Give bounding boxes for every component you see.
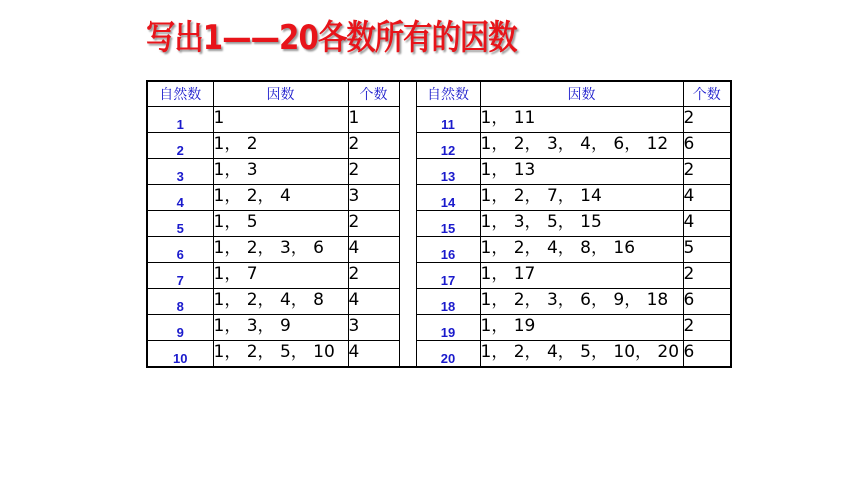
header-factors-left: 因数	[213, 81, 348, 107]
number-cell: 8	[147, 289, 213, 315]
factors-cell: 1， 3， 5， 15	[480, 211, 683, 237]
column-gap	[399, 263, 416, 289]
column-gap	[399, 315, 416, 341]
count-cell: 4	[348, 237, 399, 263]
count-cell: 4	[683, 185, 731, 211]
column-gap	[399, 289, 416, 315]
header-number-right: 自然数	[416, 81, 480, 107]
count-cell: 2	[348, 263, 399, 289]
table-row	[147, 315, 731, 341]
header-row	[147, 81, 731, 107]
factors-cell: 1， 11	[480, 107, 683, 133]
number-cell: 6	[147, 237, 213, 263]
count-cell: 4	[348, 341, 399, 367]
factors-cell: 1， 2， 4， 8， 16	[480, 237, 683, 263]
count-cell: 2	[683, 263, 731, 289]
factors-cell: 1， 19	[480, 315, 683, 341]
number-cell: 11	[416, 107, 480, 133]
count-cell: 1	[348, 107, 399, 133]
number-cell: 17	[416, 263, 480, 289]
table-row	[147, 263, 731, 289]
factors-cell: 1， 2， 4	[213, 185, 348, 211]
count-cell: 2	[683, 107, 731, 133]
header-count-right: 个数	[683, 81, 731, 107]
table-row	[147, 107, 731, 133]
number-cell: 9	[147, 315, 213, 341]
count-cell: 3	[348, 315, 399, 341]
number-cell: 19	[416, 315, 480, 341]
factors-cell: 1	[213, 107, 348, 133]
number-cell: 10	[147, 341, 213, 367]
factors-cell: 1， 2， 7， 14	[480, 185, 683, 211]
table-row	[147, 341, 731, 367]
number-cell: 13	[416, 159, 480, 185]
column-gap	[399, 81, 416, 107]
count-cell: 6	[683, 133, 731, 159]
number-cell: 14	[416, 185, 480, 211]
count-cell: 2	[683, 159, 731, 185]
number-cell: 12	[416, 133, 480, 159]
header-count-left: 个数	[348, 81, 399, 107]
number-cell: 5	[147, 211, 213, 237]
column-gap	[399, 211, 416, 237]
column-gap	[399, 133, 416, 159]
table-row	[147, 159, 731, 185]
factors-cell: 1， 13	[480, 159, 683, 185]
header-number-left: 自然数	[147, 81, 213, 107]
column-gap	[399, 237, 416, 263]
factors-table	[146, 80, 732, 368]
factors-cell: 1， 5	[213, 211, 348, 237]
count-cell: 6	[683, 341, 731, 367]
count-cell: 6	[683, 289, 731, 315]
factors-cell: 1， 17	[480, 263, 683, 289]
factors-cell: 1， 3	[213, 159, 348, 185]
count-cell: 2	[683, 315, 731, 341]
number-cell: 20	[416, 341, 480, 367]
number-cell: 15	[416, 211, 480, 237]
factors-cell: 1， 3， 9	[213, 315, 348, 341]
count-cell: 5	[683, 237, 731, 263]
count-cell: 2	[348, 133, 399, 159]
count-cell: 2	[348, 159, 399, 185]
factors-cell: 1， 2	[213, 133, 348, 159]
count-cell: 3	[348, 185, 399, 211]
column-gap	[399, 341, 416, 367]
page-title: 写出1——20各数所有的因数	[146, 18, 517, 58]
factors-cell: 1， 2， 5， 10	[213, 341, 348, 367]
table-row	[147, 211, 731, 237]
table-row	[147, 289, 731, 315]
factors-cell: 1， 7	[213, 263, 348, 289]
column-gap	[399, 107, 416, 133]
count-cell: 4	[683, 211, 731, 237]
table-row	[147, 185, 731, 211]
number-cell: 3	[147, 159, 213, 185]
table-row	[147, 133, 731, 159]
column-gap	[399, 159, 416, 185]
factors-cell: 1， 2， 3， 6， 9， 18	[480, 289, 683, 315]
number-cell: 16	[416, 237, 480, 263]
number-cell: 7	[147, 263, 213, 289]
factors-cell: 1， 2， 4， 8	[213, 289, 348, 315]
number-cell: 1	[147, 107, 213, 133]
number-cell: 2	[147, 133, 213, 159]
factors-cell: 1， 2， 3， 4， 6， 12	[480, 133, 683, 159]
table-row	[147, 237, 731, 263]
factors-cell: 1， 2， 4， 5， 10， 20	[480, 341, 683, 367]
header-factors-right: 因数	[480, 81, 683, 107]
column-gap	[399, 185, 416, 211]
count-cell: 2	[348, 211, 399, 237]
count-cell: 4	[348, 289, 399, 315]
number-cell: 18	[416, 289, 480, 315]
number-cell: 4	[147, 185, 213, 211]
factors-cell: 1， 2， 3， 6	[213, 237, 348, 263]
